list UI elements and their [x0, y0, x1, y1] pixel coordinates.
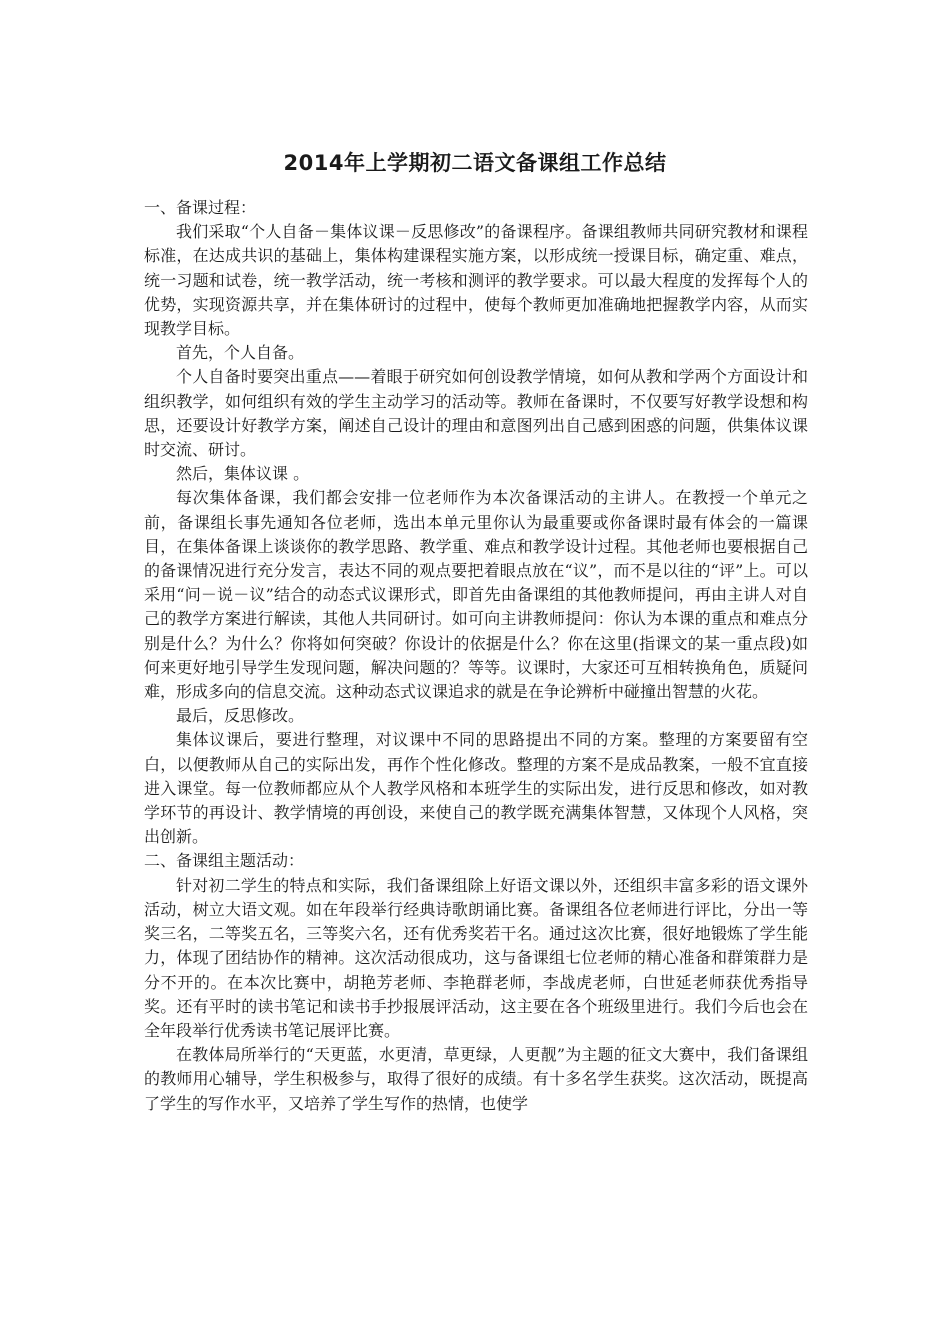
step-title-reflection: 最后，反思修改。 — [176, 706, 305, 726]
paragraph-collective-review: 每次集体备课，我们都会安排一位老师作为本次备课活动的主讲人。在教授一个单元之前，备课组长事先通知各位老师，选出本单元里你认为最重要或你备课时最有体会的一篇课目，在集体备课上谈谈你的教学思路、教学重、难点和教学设计过程。其他老师也要根据自己的备课情况进行充分发言，表达不同的观点要把着眼点放在“议”，而不是以往的“评”上。可以采用“问－说－议”结合的动态式议课形式，即首先由备课组的其他教师提问，再由主讲人对自己的教学方案进行解读，其他人共同研讨。如可向主讲教师提问：你认为本课的重点和难点分别是什么？为什么？你将如何突破？你设计的依据是什么？你在这里(指课文的某一重点段)如何来更好地引导学生发现问题，解决问题的？等等。议课时，大家还可互相转换角色，质疑问难，形成多向的信息交流。这种动态式议课追求的就是在争论辨析中碰撞出智慧的火花。 — [144, 488, 808, 702]
step-title-collective: 然后，集体议课 。 — [176, 464, 310, 484]
section-heading-activities: 二、备课组主题活动： — [144, 851, 305, 871]
document-body — [144, 196, 808, 1116]
paragraph-intro: 我们采取“个人自备－集体议课－反思修改”的备课程序。备课组教师共同研究教材和课程标准，在达成共识的基础上，集体构建课程实施方案，以形成统一授课目标，确定重、难点，统一习题和试卷，统一教学活动，统一考核和测评的教学要求。可以最大程度的发挥每个人的优势，实现资源共享，并在集体研讨的过程中，使每个教师更加准确地把握教学内容，从而实现教学目标。 — [144, 222, 808, 339]
paragraph-individual-prep: 个人自备时要突出重点——着眼于研究如何创设教学情境，如何从教和学两个方面设计和组织教学，如何组织有效的学生主动学习的活动等。教师在备课时，不仅要写好教学设想和构思，还要设计好教学方案，阐述自己设计的理由和意图列出自己感到困惑的问题，供集体议课时交流、研讨。 — [144, 367, 808, 460]
section-heading-lesson-prep: 一、备课过程： — [144, 198, 257, 217]
step-title-individual: 首先，个人自备。 — [176, 343, 305, 363]
document-title: 2014年上学期初二语文备课组工作总结 — [283, 151, 667, 176]
paragraph-reflection: 集体议课后，要进行整理，对议课中不同的思路提出不同的方案。整理的方案要留有空白，以便教师从自己的实际出发，再作个性化修改。整理的方案不是成品教案，一般不宜直接进入课堂。每一位教师都应从个人教学风格和本班学生的实际出发，进行反思和修改，如对教学环节的再设计、教学情境的再创设，来使自己的教学既充满集体智慧，又体现个人风格，突出创新。 — [144, 730, 808, 847]
paragraph-activities-2: 在教体局所举行的“天更蓝，水更清，草更绿，人更靓”为主题的征文大赛中，我们备课组的教师用心辅导，学生积极参与，取得了很好的成绩。有十多名学生获奖。这次活动，既提高了学生的写作水平，又培养了学生写作的热情，也使学 — [144, 1045, 808, 1113]
paragraph-activities-1: 针对初二学生的特点和实际，我们备课组除上好语文课以外，还组织丰富多彩的语文课外活动，树立大语文观。如在年段举行经典诗歌朗诵比赛。备课组各位老师进行评比，分出一等奖三名，二等奖五名，三等奖六名，还有优秀奖若干名。通过这次比赛，很好地锻炼了学生能力，体现了团结协作的精神。这次活动很成功，这与备课组七位老师的精心准备和群策群力是分不开的。在本次比赛中，胡艳芳老师、李艳群老师，李战虎老师，白世延老师获优秀指导奖。还有平时的读书笔记和读书手抄报展评活动，这主要在各个班级里进行。我们今后也会在全年段举行优秀读书笔记展评比赛。 — [144, 875, 808, 1040]
